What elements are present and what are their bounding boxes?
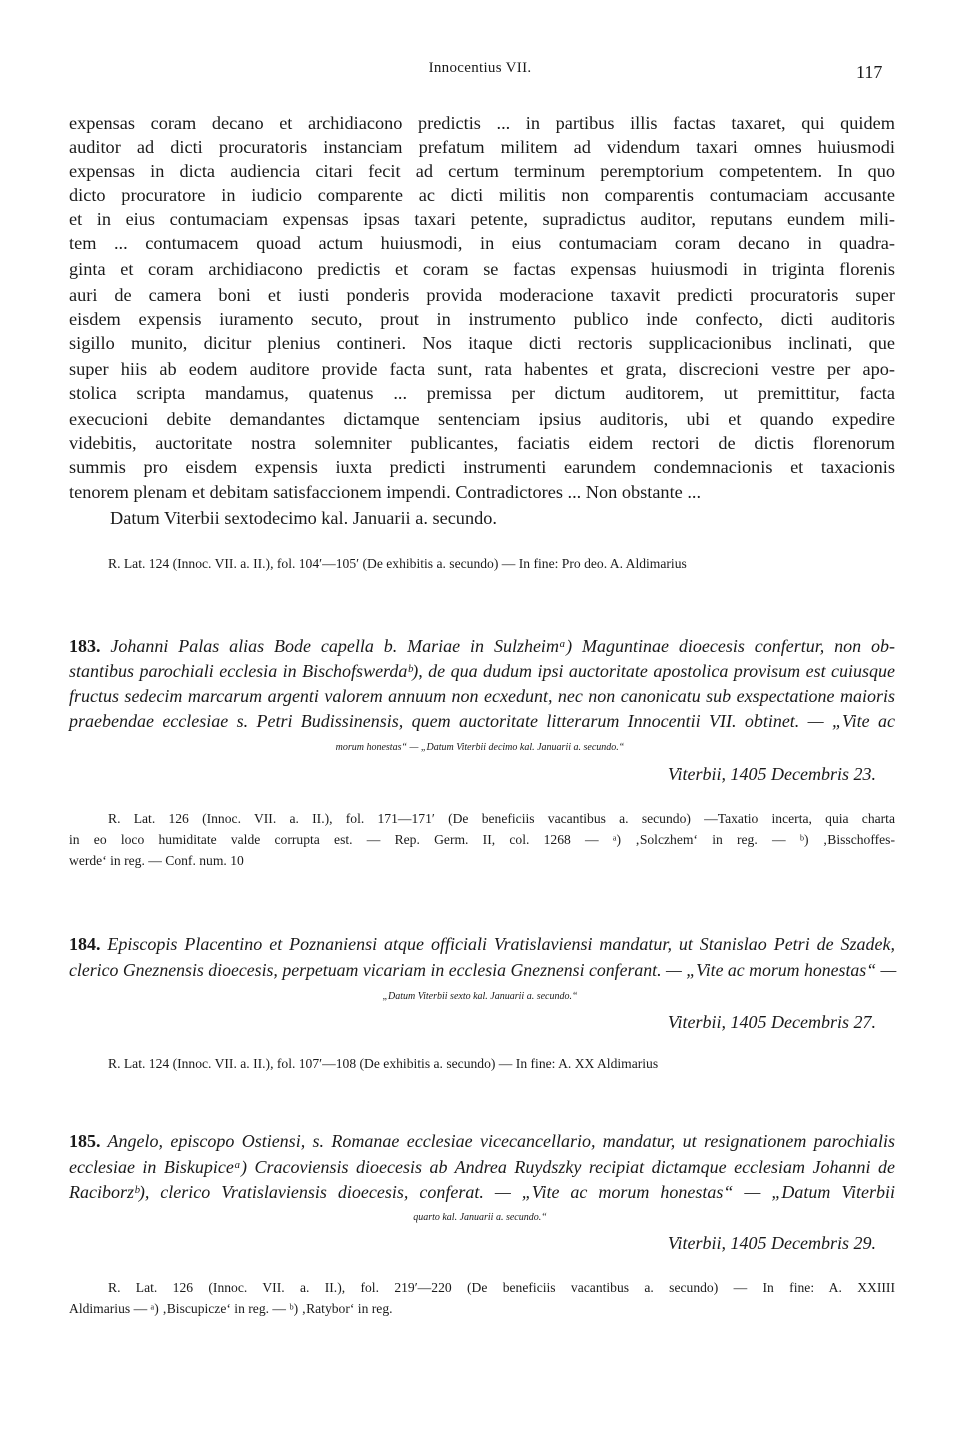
archive-note: werde‘ in reg. — Conf. num. 10 (69, 853, 244, 868)
entry-datum-line: quarto kal. Januarii a. secundo.“ (413, 1212, 547, 1223)
text-line: super hiis ab eodem auditore provide facta sunt, rata habentes et grata, discrecioni vestre per apo- (69, 359, 895, 379)
archive-note: R. Lat. 124 (Innoc. VII. a. II.), fol. 104′—105′ (De exhibitis a. secundo) — In fine: Pro deo. A. Aldimarius (108, 556, 687, 571)
archive-note: in eo loco humiditate valde corrupta est. — Rep. Germ. II, col. 1268 — ᵃ) ‚Solczhem‘ in reg. — ᵇ) ‚Bisschoffes- (69, 832, 895, 847)
text-line: et in eius contumaciam expensas ipsas taxari petente, supradictus auditor, reputans eundem mili- (69, 209, 895, 229)
text-line: videbitis, auctoritate nostra solemniter publicantes, faciatis eidem rectori de dictis florenorum (69, 433, 895, 453)
text-line: tenorem plenam et debitam satisfaccionem impendi. Contradictores ... Non obstante ... (69, 482, 702, 502)
text-line: ginta et coram archidiacono predictis et coram se factas expensas huiusmodi in triginta florenis (69, 259, 895, 279)
archive-note: R. Lat. 124 (Innoc. VII. a. II.), fol. 107′—108 (De exhibitis a. secundo) — In fine: A. XX Aldimarius (108, 1056, 659, 1071)
entry-text-line: ecclesiae in Biskupiceᵃ) Cracoviensis dioecesis ab Andrea Ruydszky recipiat dictamque ecclesiam Johanni de (69, 1157, 895, 1177)
entry-datum-line: „Datum Viterbii sexto kal. Januarii a. secundo.“ (382, 991, 578, 1002)
entry-text-line: praebendae ecclesiae s. Petri Budissinensis, quem auctoritate litterarum Innocentii VII. obtinet. — „Vite ac (69, 711, 895, 731)
datum-line: Datum Viterbii sextodecimo kal. Januarii a. secundo. (110, 508, 497, 528)
place-date: Viterbii, 1405 Decembris 29. (667, 1233, 876, 1253)
entry-number: 185. (69, 1131, 101, 1151)
text-line: auditor ad dicti procuratoris instanciam prefatum militem ad videndum taxari omnes huiusmodi (69, 137, 895, 157)
archive-note: R. Lat. 126 (Innoc. VII. a. II.), fol. 171—171′ (De beneficiis vacantibus a. secundo) —Taxatio incerta, quia charta (108, 811, 895, 826)
place-date: Viterbii, 1405 Decembris 23. (667, 764, 876, 784)
text-line: stolica scripta mandamus, quatenus ... premissa per dictum auditorem, ut premittitur, facta (69, 383, 895, 403)
text-line: execucioni debite demandantes dictamque sentenciam ipsius auditoris, ubi et quando expedire (69, 409, 895, 429)
text-line: dicto procuratore in iudicio comparente ac dicti militis non comparentis contumaciam accusante (69, 185, 895, 205)
entry-text-line: Raciborzᵇ), clerico Vratislaviensis dioecesis, conferat. — „Vite ac morum honestas“ — „Datum Viterbii (69, 1182, 895, 1202)
page-number: 117 (856, 62, 883, 82)
text-line: sigillo munito, dicitur plenius contineri. Nos itaque dicti rectoris supplicacionibus inclinati, que (69, 333, 895, 353)
entry-number: 183. (69, 636, 101, 656)
text-line: eisdem expensis iuramento secuto, prout in instrumento publico inde confecto, dicti auditoris (69, 309, 895, 329)
entry-text-line: fructus sedecim marcarum argenti valorem annuum non ecxedunt, nec non canonicatu sub exspectatione maioris (69, 686, 895, 706)
entry-text-line: 183. Johanni Palas alias Bode capella b. Mariae in Sulzheimᵃ) Maguntinae dioecesis confertur, non ob- (69, 636, 895, 656)
entry-text-line: clerico Gneznensis dioecesis, perpetuam vicariam in ecclesia Gneznensi conferant. — „Vite ac morum honestas“ — (69, 960, 897, 980)
entry-text-line: 184. Episcopis Placentino et Poznaniensi atque officiali Vratislaviensi mandatur, ut Stanislao Petri de Szadek, (69, 934, 895, 954)
place-date: Viterbii, 1405 Decembris 27. (667, 1012, 876, 1032)
text-line: expensas in dicta audiencia citari fecit ad certum terminum peremptorium competentem. In quo (69, 161, 895, 181)
entry-datum-line: morum honestas“ — „Datum Viterbii decimo kal. Januarii a. secundo.“ (335, 742, 625, 753)
archive-note: Aldimarius — ᵃ) ‚Biscupicze‘ in reg. — ᵇ) ‚Ratybor‘ in reg. (69, 1301, 393, 1316)
running-header-title: Innocentius VII. (428, 60, 532, 76)
entry-text-line: 185. Angelo, episcopo Ostiensi, s. Romanae ecclesiae vicecancellario, mandatur, ut resignationem parochialis (69, 1131, 895, 1151)
text-line: auri de camera boni et iusti ponderis provida moderacione taxavit predicti procuratoris super (69, 285, 895, 305)
archive-note: R. Lat. 126 (Innoc. VII. a. II.), fol. 219′—220 (De beneficiis vacantibus a. secundo) — In fine: A. XXIIII (108, 1280, 895, 1295)
text-line: expensas coram decano et archidiacono predictis ... in partibus illis factas taxaret, qui quidem (69, 113, 895, 133)
entry-text-line: stantibus parochiali ecclesia in Bischofswerdaᵇ), de qua dudum ipsi auctoritate apostolica provisum est cuiusque (69, 661, 895, 681)
entry-number: 184. (69, 934, 101, 954)
text-line: summis pro eisdem expensis iuxta predicti instrumenti earundem condemnacionis et taxacionis (69, 457, 895, 477)
text-line: tem ... contumacem quoad actum huiusmodi, in eius contumaciam coram decano in quadra- (69, 233, 895, 253)
